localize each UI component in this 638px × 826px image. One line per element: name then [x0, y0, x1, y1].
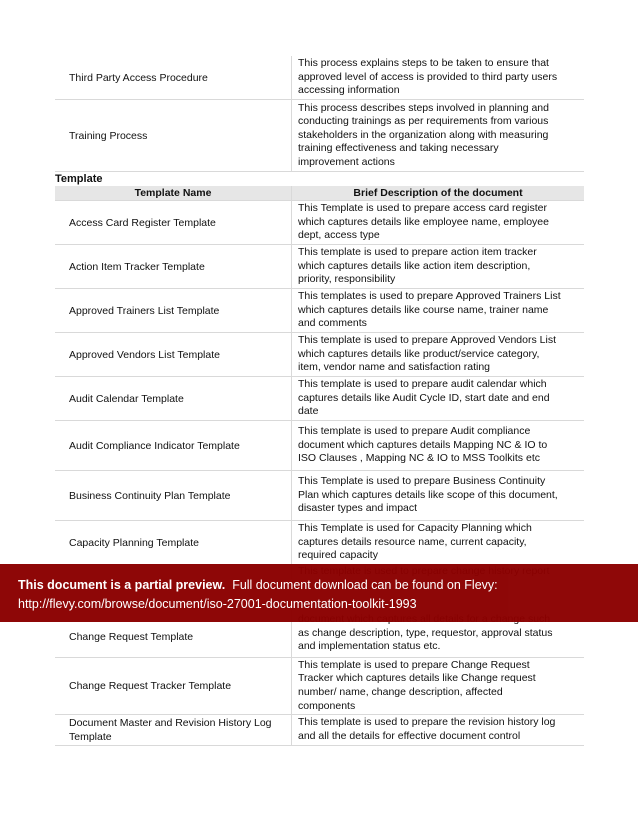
row-desc [292, 289, 584, 332]
desc-line: conducting trainings as per requirements from various [298, 115, 549, 128]
row-desc [292, 521, 584, 564]
desc-line: document which captures details Mapping NC & IO to [298, 438, 548, 451]
desc-line: as change description, type, requestor, approval status [298, 626, 553, 639]
desc-line: which captures details like action item description, [298, 259, 531, 272]
table-row [55, 377, 584, 421]
desc-line: required capacity [298, 549, 378, 562]
template-table [55, 186, 584, 579]
desc-line: which captures details like course name, trainer name [298, 303, 549, 316]
desc-line: This templates is used to prepare Approved Trainers List [298, 290, 561, 303]
table-row [55, 715, 584, 746]
desc-line: This process explains steps to be taken to ensure that [298, 57, 549, 70]
desc-line: Tracker which captures details like Change request [298, 672, 536, 685]
row-desc [292, 421, 584, 470]
row-name: Change Request Template [55, 610, 292, 657]
desc-line: This template is used to prepare Change Request [298, 658, 530, 671]
desc-line: This Template is used for Capacity Planning which [298, 522, 532, 535]
desc-line: This template is used to prepare the revision history log [298, 716, 556, 729]
row-desc [292, 377, 584, 420]
banner-line-1 [18, 576, 638, 595]
desc-line: This Template is used to prepare Business Continuity [298, 475, 546, 488]
row-name: Audit Compliance Indicator Template [55, 421, 292, 470]
desc-line: This template is used to prepare Approved Vendors List [298, 334, 556, 347]
desc-line: captures details like Audit Cycle ID, start date and end [298, 391, 550, 404]
desc-line: accessing information [298, 84, 400, 97]
desc-line: which captures details like product/service category, [298, 347, 540, 360]
desc-line: disaster types and impact [298, 502, 418, 515]
banner-link[interactable]: http://flevy.com/browse/document/iso-27001-documentation-toolkit-1993 [18, 597, 417, 611]
header-description: Brief Description of the document [353, 187, 523, 199]
banner-text: Full document download can be found on Flevy: [232, 578, 498, 592]
table-row [55, 471, 584, 521]
row-name: Training Process [55, 100, 292, 171]
row-name: Document Master and Revision History Log Template [55, 715, 292, 745]
top-table [55, 56, 584, 172]
desc-line: components [298, 699, 356, 712]
desc-line: item, vendor name and satisfaction rating [298, 361, 491, 374]
desc-line: stakeholders in the organization along with measuring [298, 128, 549, 141]
desc-line: dept, access type [298, 229, 380, 242]
row-desc [292, 100, 584, 171]
row-desc [292, 333, 584, 376]
row-desc [292, 471, 584, 520]
desc-line: number/ name, change description, affected [298, 686, 503, 698]
row-name: Action Item Tracker Template [55, 245, 292, 288]
preview-banner [0, 564, 638, 622]
desc-line: This Template is used to prepare access card register [298, 202, 548, 215]
desc-line: This template is used to prepare Audit compliance [298, 425, 531, 438]
header-template-name: Template Name [55, 186, 292, 200]
row-name: Business Continuity Plan Template [55, 471, 292, 520]
table-row [55, 421, 584, 471]
table-row [55, 658, 584, 715]
row-desc [292, 201, 584, 244]
desc-line: ISO Clauses , Mapping NC & IO to MSS Toolkits etc [298, 452, 540, 465]
table-row [55, 56, 584, 100]
table-row [55, 245, 584, 289]
table-row [55, 521, 584, 565]
row-name: Audit Calendar Template [55, 377, 292, 420]
desc-line: which captures details like employee name, employee [298, 215, 549, 228]
desc-line: captures details resource name, current capacity, [298, 535, 527, 548]
table-row [55, 100, 584, 172]
desc-line: This template is used to prepare action item tracker [298, 246, 537, 259]
desc-line: training effectiveness and taking necessary [298, 142, 499, 155]
row-name: Change Request Tracker Template [55, 658, 292, 714]
row-desc [292, 245, 584, 288]
row-desc [292, 715, 584, 745]
table-row [55, 333, 584, 377]
row-desc [292, 56, 584, 99]
desc-line: Plan which captures details like scope of this document, [298, 488, 558, 501]
desc-line: approved level of access is provided to third party users [298, 70, 558, 83]
table-header [55, 186, 584, 201]
banner-bold-text: This document is a partial preview. [18, 578, 226, 592]
template-table-continued [55, 610, 584, 746]
row-name: Access Card Register Template [55, 201, 292, 244]
desc-line: and implementation status etc. [298, 640, 441, 653]
table-row [55, 289, 584, 333]
section-title: Template [55, 173, 103, 185]
desc-line: improvement actions [298, 155, 395, 168]
desc-line: and comments [298, 317, 367, 330]
row-name: Third Party Access Procedure [55, 56, 292, 99]
desc-line: date [298, 405, 319, 418]
row-name: Approved Trainers List Template [55, 289, 292, 332]
table-row [55, 201, 584, 245]
row-desc [292, 658, 584, 714]
row-name: Approved Vendors List Template [55, 333, 292, 376]
desc-line: and all the details for effective document control [298, 730, 521, 742]
desc-line: priority, responsibility [298, 273, 396, 286]
desc-line: This template is used to prepare audit calendar which [298, 378, 547, 391]
row-name: Capacity Planning Template [55, 521, 292, 564]
desc-line: This process describes steps involved in planning and [298, 101, 549, 114]
